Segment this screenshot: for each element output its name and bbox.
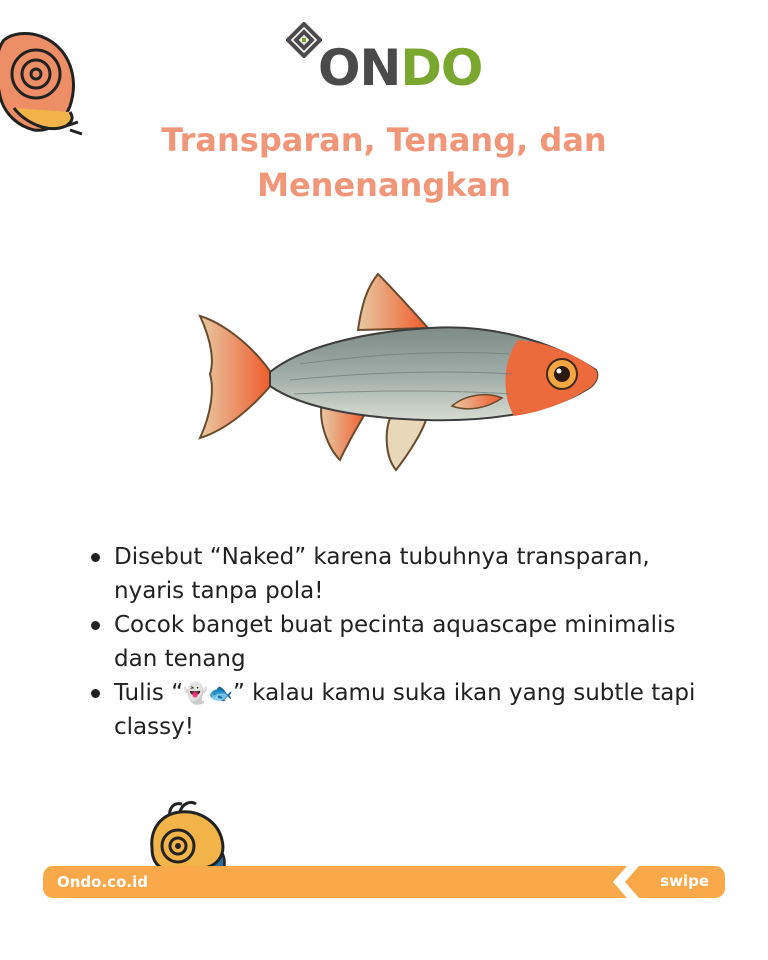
list-item-text: Disebut “Naked” karena tubuhnya transparan, nyaris tanpa pola! bbox=[114, 544, 650, 604]
chevron-left-icon bbox=[605, 866, 665, 898]
snail-icon bbox=[0, 22, 94, 138]
brand-wordmark bbox=[318, 38, 482, 98]
list-item bbox=[86, 608, 706, 676]
ghost-fish-emoji: 👻🐟 bbox=[183, 681, 233, 705]
brand-part-on: ON bbox=[318, 39, 401, 97]
snail-icon bbox=[140, 798, 236, 868]
brand-part-do: DO bbox=[400, 39, 483, 97]
fish-illustration bbox=[190, 262, 610, 482]
list-item-text: Cocok banget buat pecinta aquascape minimalis dan tenang bbox=[114, 612, 676, 672]
footer-bar bbox=[43, 866, 725, 898]
feature-list bbox=[86, 540, 706, 744]
site-link[interactable]: Ondo.co.id bbox=[57, 873, 148, 891]
logo-mark-icon bbox=[286, 22, 322, 58]
list-item-text: ” kalau kamu suka ikan yang subtle tapi classy! bbox=[114, 680, 696, 740]
list-item-text: Tulis “ bbox=[114, 680, 184, 706]
page-title bbox=[100, 118, 668, 208]
swipe-hint[interactable]: swipe bbox=[660, 872, 709, 890]
title-line-2: Menenangkan bbox=[257, 166, 511, 204]
list-item bbox=[86, 540, 706, 608]
list-item bbox=[86, 676, 706, 744]
brand-logo bbox=[286, 18, 486, 100]
title-line-1: Transparan, Tenang, dan bbox=[161, 121, 607, 159]
